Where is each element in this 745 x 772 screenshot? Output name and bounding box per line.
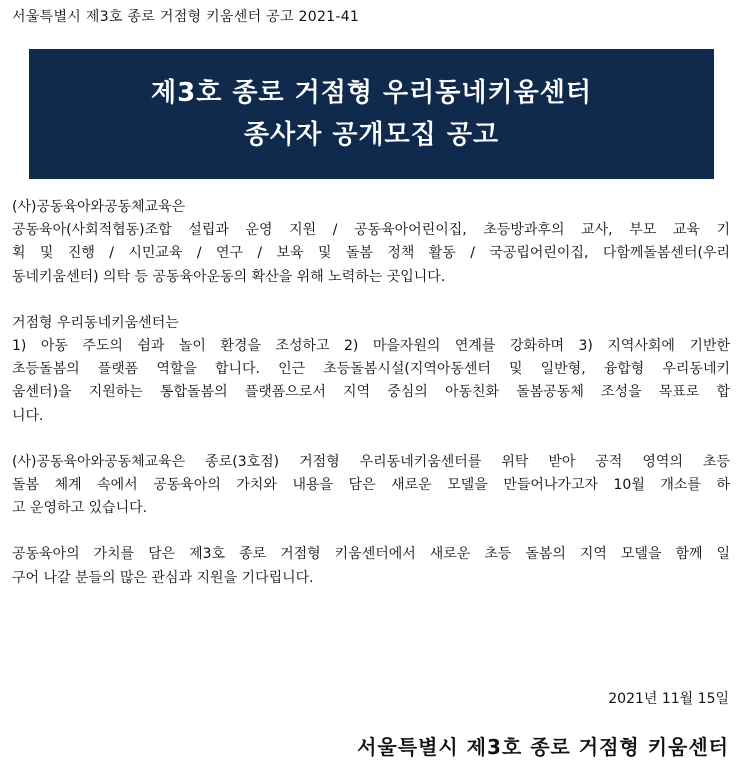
center-line-4: 니다.: [12, 407, 44, 424]
notice-date: 2021년 11월 15일: [608, 691, 729, 707]
operation-line-2: 돌봄 체계 속에서 공동육아의 가치와 내용을 담은 새로운 모델을 만들어나가고자 10월 개소를 하: [12, 477, 730, 494]
intro-line-3: 획 및 진행 / 시민교육 / 연구 / 보육 및 돌봄 정책 활동 / 국공립어린이집, 다함께돌봄센터(우리: [12, 245, 730, 262]
center-heading: 거점형 우리동네키움센터는: [12, 314, 179, 331]
intro-line-1: (사)공동육아와공동체교육은: [12, 199, 186, 215]
issuer-signature: 서울특별시 제3호 종로 거점형 키움센터: [357, 735, 729, 759]
title-banner: [29, 49, 714, 179]
operation-line-3: 고 운영하고 있습니다.: [12, 500, 148, 517]
center-line-3: 움센터)을 지원하는 통합돌봄의 플랫폼으로서 지역 중심의 아동친화 돌봄공동체 조성을 목표로 합: [12, 384, 730, 401]
intro-line-4: 동네키움센터) 의탁 등 공동육아운동의 확산을 위해 노력하는 곳입니다.: [12, 268, 446, 285]
banner-title-line2: 종사자 공개모집 공고: [243, 120, 500, 150]
center-line-2: 초등돌봄의 플랫폼 역할을 합니다. 인근 초등돌봄시설(지역아동센터 및 일반형, 융합형 우리동네키: [12, 361, 730, 378]
closing-line-1: 공동육아의 가치를 담은 제3호 종로 거점형 키움센터에서 새로운 초등 돌봄의 지역 모델을 함께 일: [12, 546, 730, 563]
operation-line-1: (사)공동육아와공동체교육은 종로(3호점) 거점형 우리동네키움센터를 위탁 받아 공적 영역의 초등: [12, 453, 730, 470]
closing-line-2: 구어 나갈 분들의 많은 관심과 지원을 기다립니다.: [12, 569, 314, 586]
notice-number: 서울특별시 제3호 종로 거점형 키움센터 공고 2021-41: [12, 9, 360, 25]
document-body: [12, 196, 730, 590]
banner-title-line1: 제3호 종로 거점형 우리동네키움센터: [151, 78, 592, 108]
intro-line-2: 공동육아(사회적협동)조합 설립과 운영 지원 / 공동육아어린이집, 초등방과후의 교사, 부모 교육 기: [12, 222, 730, 239]
center-line-1: 1) 아동 주도의 쉼과 놀이 환경을 조성하고 2) 마을자원의 연계를 강화하며 3) 지역사회에 기반한: [12, 338, 730, 355]
